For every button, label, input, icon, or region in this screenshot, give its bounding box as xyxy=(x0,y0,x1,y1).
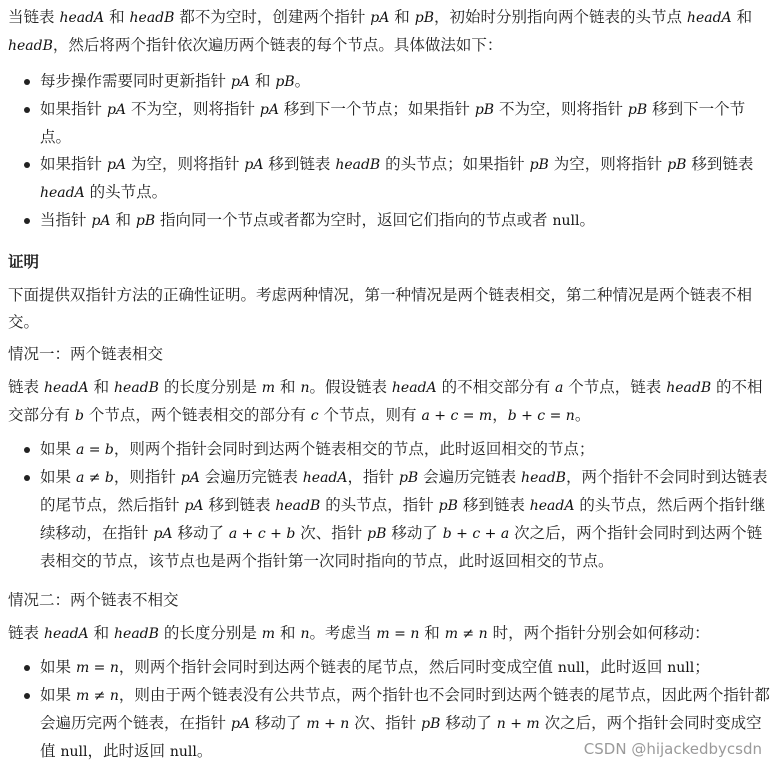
math-pB: pB xyxy=(529,157,549,173)
text: 次之后，两个指针会同时到达两个链表相交的节点，该节点也是两个指针第一次同时指向的节点，此时返回相交的节点。 xyxy=(40,524,763,570)
text: 移到链表 xyxy=(203,496,276,514)
math-headB: headB xyxy=(521,470,566,486)
math-pB: pB xyxy=(627,102,648,118)
math-inequation: m ≠ n xyxy=(444,626,488,642)
math-null: null xyxy=(60,744,88,760)
math-equation: m = n xyxy=(376,626,420,642)
text: 的头节点。 xyxy=(84,183,168,201)
text: 当链表 xyxy=(8,8,60,26)
text: 移到链表 xyxy=(457,496,530,514)
list-item xyxy=(8,151,770,207)
math-headB: headB xyxy=(129,10,175,26)
math-headA: headA xyxy=(43,626,89,642)
math-equation: m = n xyxy=(75,660,119,676)
list-item xyxy=(8,68,770,96)
text: 的头节点；如果指针 xyxy=(380,155,530,173)
text: 链表 xyxy=(8,624,44,642)
math-pB: pB xyxy=(667,157,687,173)
math-pB: pB xyxy=(398,470,419,486)
text: 个节点，则有 xyxy=(318,406,422,424)
text: 移动了 xyxy=(250,714,307,732)
text: 和 xyxy=(275,378,301,396)
math-headB: headB xyxy=(275,498,321,514)
text: 和 xyxy=(88,624,115,642)
text: 如果 xyxy=(40,686,76,704)
text: 的不相交部分有 xyxy=(436,378,555,396)
math-pB: pB xyxy=(135,213,156,229)
text: 。 xyxy=(574,406,591,424)
text: 如果 xyxy=(40,658,76,676)
text: 移动了 xyxy=(172,524,229,542)
math-headA: headA xyxy=(686,10,732,26)
text: 链表 xyxy=(8,378,44,396)
text: 和 xyxy=(88,378,115,396)
text: 的不相交部分有 xyxy=(8,378,763,424)
text: 如果 xyxy=(40,440,76,458)
text: 次、指针 xyxy=(349,714,422,732)
text: ，则两个指针会同时到达两个链表的尾节点，然后同时变成空值 xyxy=(118,658,558,676)
text: ，此时返回 xyxy=(584,658,668,676)
math-pA: pA xyxy=(106,102,127,118)
proof-intro-paragraph: 下面提供双指针方法的正确性证明。考虑两种情况，第一种情况是两个链表相交，第二种情况是两个链表不相交。 xyxy=(8,286,753,331)
math-headA: headA xyxy=(302,470,348,486)
text: 会遍历完链表 xyxy=(418,468,522,486)
math-pA: pA xyxy=(370,10,390,26)
math-null: null xyxy=(557,660,585,676)
text: ，则指针 xyxy=(113,468,181,486)
case1-list xyxy=(8,436,770,575)
math-null: null xyxy=(552,213,580,229)
text: 和 xyxy=(110,211,136,229)
text: 都不为空时，创建两个指针 xyxy=(174,8,371,26)
text: ，然后将两个指针依次遍历两个链表的每个节点。具体做法如下： xyxy=(52,36,503,54)
math-headB: headB xyxy=(666,380,712,396)
list-item xyxy=(8,464,770,575)
list-item xyxy=(8,654,770,682)
text: 为空，则将指针 xyxy=(126,155,245,173)
text: 和 xyxy=(389,8,415,26)
math-expression: b + c + a xyxy=(442,526,510,542)
math-m: m xyxy=(261,380,276,396)
text: 时，两个指针分别会如何移动： xyxy=(487,624,710,642)
math-headA: headA xyxy=(529,498,575,514)
math-headA: headA xyxy=(59,10,105,26)
math-pA: pA xyxy=(91,213,111,229)
text: 个节点，链表 xyxy=(563,378,667,396)
list-item xyxy=(8,96,770,151)
text: 的头节点，指针 xyxy=(320,496,439,514)
math-pB: pB xyxy=(421,716,441,732)
text: 。 xyxy=(579,211,595,229)
case2-title: 情况二：两个链表不相交 xyxy=(8,591,179,609)
text: 。 xyxy=(294,72,311,90)
text: 个节点，两个链表相交的部分有 xyxy=(83,406,311,424)
text: 。考虑当 xyxy=(309,624,377,642)
math-n: n xyxy=(300,380,310,396)
text: ，初始时分别指向两个链表的头节点 xyxy=(433,8,687,26)
text: 次之后，两个指针会同时变成空值 xyxy=(40,714,762,760)
text: ，则由于两个链表没有公共节点，两个指针也不会同时到达两个链表的尾节点，因此两个指针都会遍历完两个链表，在指针 xyxy=(40,686,770,732)
algorithm-steps-list xyxy=(8,68,770,235)
case2-paragraph xyxy=(8,620,770,648)
math-headB: headB xyxy=(335,157,381,173)
text: 移到下一个节点；如果指针 xyxy=(278,100,475,118)
math-n: n xyxy=(300,626,310,642)
text: 移到链表 xyxy=(686,155,754,173)
text: 如果指针 xyxy=(40,155,107,173)
math-headA: headA xyxy=(40,185,85,201)
intro-paragraph xyxy=(8,4,770,60)
math-equation: a = b xyxy=(75,442,114,458)
math-headA: headA xyxy=(43,380,89,396)
case1-title: 情况一：两个链表相交 xyxy=(8,345,164,363)
math-pA: pA xyxy=(230,716,251,732)
math-expression: n + m xyxy=(496,716,540,732)
case1-paragraph xyxy=(8,374,770,430)
math-expression: a + c + b xyxy=(228,526,296,542)
text: 当指针 xyxy=(40,211,92,229)
text: 如果指针 xyxy=(40,100,107,118)
text: 的长度分别是 xyxy=(158,624,262,642)
math-pA: pA xyxy=(180,470,200,486)
list-item xyxy=(8,436,770,464)
math-pA: pA xyxy=(153,526,173,542)
math-headB: headB xyxy=(8,38,53,54)
text: 。假设链表 xyxy=(309,378,392,396)
math-c: c xyxy=(310,408,319,424)
text: ，两个指针不会同时到达链表的尾节点，然后指针 xyxy=(40,468,768,514)
text: ，此时返回 xyxy=(87,742,170,760)
text: 移到下一个节点。 xyxy=(40,100,746,146)
math-inequation: m ≠ n xyxy=(75,688,119,704)
math-pA: pA xyxy=(184,498,204,514)
math-pA: pA xyxy=(259,102,279,118)
text: 的长度分别是 xyxy=(158,378,262,396)
text: 指向同一个节点或者都为空时，返回它们指向的节点或者 xyxy=(155,211,553,229)
math-m: m xyxy=(261,626,276,642)
text: 每步操作需要同时更新指针 xyxy=(40,72,231,90)
proof-heading: 证明 xyxy=(8,253,40,271)
math-headB: headB xyxy=(114,380,159,396)
list-item xyxy=(8,207,770,235)
math-expression: m + n xyxy=(306,716,350,732)
math-b: b xyxy=(74,408,84,424)
math-pA: pA xyxy=(106,157,127,173)
article-body xyxy=(8,4,770,766)
math-inequation: a ≠ b xyxy=(75,470,114,486)
math-equation: b + c = n xyxy=(507,408,575,424)
text: 和 xyxy=(419,624,445,642)
math-headB: headB xyxy=(114,626,159,642)
text: 和 xyxy=(104,8,130,26)
math-pB: pB xyxy=(367,526,387,542)
math-null: null xyxy=(169,744,197,760)
text: 次、指针 xyxy=(295,524,368,542)
text: 和 xyxy=(275,624,301,642)
text: ； xyxy=(694,658,710,676)
text: 为空，则将指针 xyxy=(548,155,668,173)
text: 。 xyxy=(196,742,213,760)
math-a: a xyxy=(555,380,564,396)
math-pB: pB xyxy=(414,10,434,26)
csdn-watermark: CSDN @hijackedbycsdn xyxy=(583,740,762,758)
text: ， xyxy=(492,406,508,424)
math-pA: pA xyxy=(244,157,264,173)
math-pB: pB xyxy=(474,102,495,118)
text: ，指针 xyxy=(347,468,399,486)
text: 和 xyxy=(731,8,753,26)
text: ，则两个指针会同时到达两个链表相交的节点，此时返回相交的节点； xyxy=(113,440,595,458)
math-pB: pB xyxy=(438,498,458,514)
math-equation: a + c = m xyxy=(421,408,493,424)
math-pB: pB xyxy=(275,74,295,90)
text: 不为空，则将指针 xyxy=(126,100,260,118)
math-null: null xyxy=(667,660,695,676)
text: 移动了 xyxy=(386,524,443,542)
text: 会遍历完链表 xyxy=(199,468,303,486)
text: 如果 xyxy=(40,468,76,486)
text: 移动了 xyxy=(440,714,497,732)
text: 移到链表 xyxy=(263,155,336,173)
text: 不为空，则将指针 xyxy=(494,100,628,118)
math-headA: headA xyxy=(391,380,437,396)
text: 和 xyxy=(250,72,276,90)
text: 的头节点，然后两个指针继续移动，在指针 xyxy=(40,496,766,542)
math-pA: pA xyxy=(230,74,251,90)
